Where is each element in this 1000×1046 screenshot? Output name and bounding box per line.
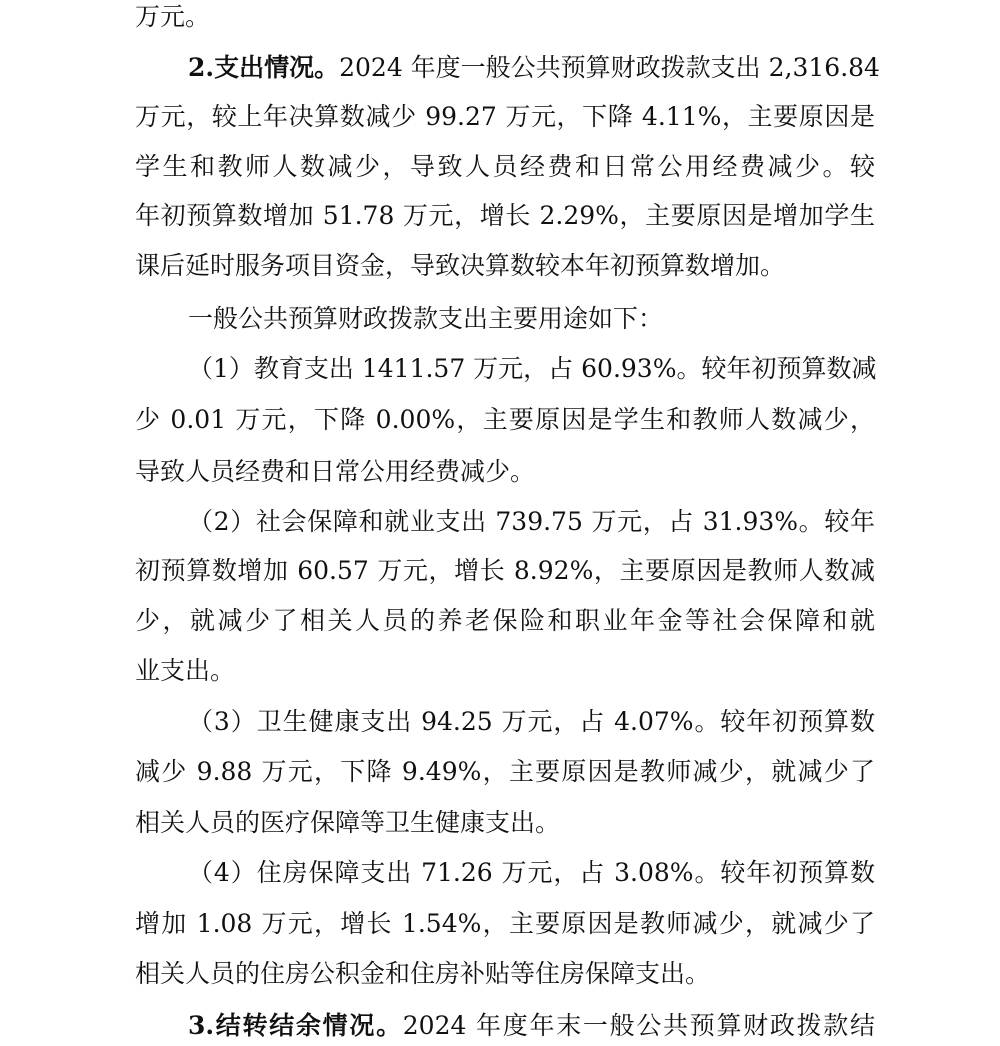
item-education: [188, 349, 875, 389]
line-text: 一般公共预算财政拨款支出主要用途如下：: [188, 304, 664, 333]
text-line-9: [135, 400, 875, 440]
text-line-1: [135, 0, 875, 37]
line-text: 相关人员的医疗保障等卫生健康支出。: [135, 808, 561, 837]
line-text: 2024 年度年末一般公共预算财政拨款结: [402, 1011, 875, 1040]
text-line-7: [188, 299, 875, 339]
section-title: 3.结转结余情况。: [188, 1011, 403, 1040]
text-line-6: [135, 246, 875, 286]
line-text: 年初预算数增加 51.78 万元，增长 2.29%，主要原因是增加学生: [135, 201, 875, 230]
text-line-5: [135, 196, 875, 236]
text-line-10: [135, 452, 875, 492]
line-text: （2）社会保障和就业支出 739.75 万元，占 31.93%。较年: [188, 507, 875, 536]
line-text: 增加 1.08 万元，增长 1.54%，主要原因是教师减少，就减少了: [135, 909, 875, 938]
line-text: 少，就减少了相关人员的养老保险和职业年金等社会保障和就: [135, 606, 875, 635]
line-text: （1）教育支出 1411.57 万元，占 60.93%。较年初预算数减: [188, 354, 877, 383]
line-text: 减少 9.88 万元，下降 9.49%，主要原因是教师减少，就减少了: [135, 757, 875, 786]
text-line-20: [135, 954, 875, 994]
line-text: （3）卫生健康支出 94.25 万元，占 4.07%。较年初预算数: [188, 707, 875, 736]
text-line-19: [135, 904, 875, 944]
line-text: （4）住房保障支出 71.26 万元，占 3.08%。较年初预算数: [188, 858, 875, 887]
line-text: 学生和教师人数减少，导致人员经费和日常公用经费减少。较: [135, 152, 875, 181]
section-heading-carryover: [188, 1006, 875, 1046]
line-text: 业支出。: [135, 656, 236, 685]
text-line-4: [135, 147, 875, 187]
text-line-14: [135, 651, 875, 691]
line-text: 导致人员经费和日常公用经费减少。: [135, 457, 536, 486]
section-title: 2.支出情况。: [188, 53, 340, 82]
item-housing: [188, 853, 875, 893]
item-social-security: [188, 502, 875, 542]
line-text: 万元。: [135, 2, 211, 31]
item-health: [188, 702, 875, 742]
line-text: 初预算数增加 60.57 万元，增长 8.92%，主要原因是教师人数减: [135, 556, 875, 585]
section-heading-expenditure: [188, 48, 880, 88]
text-line-13: [135, 601, 875, 641]
line-text: 2024 年度一般公共预算财政拨款支出 2,316.84: [339, 53, 880, 82]
text-line-3: [135, 97, 875, 137]
line-text: 相关人员的住房公积金和住房补贴等住房保障支出。: [135, 959, 711, 988]
text-line-12: [135, 551, 875, 591]
line-text: 少 0.01 万元，下降 0.00%，主要原因是学生和教师人数减少，: [135, 405, 875, 434]
line-text: 课后延时服务项目资金，导致决算数较本年初预算数增加。: [135, 251, 786, 280]
text-line-16: [135, 752, 875, 792]
text-line-17: [135, 803, 875, 843]
line-text: 万元，较上年决算数减少 99.27 万元，下降 4.11%，主要原因是: [135, 102, 875, 131]
